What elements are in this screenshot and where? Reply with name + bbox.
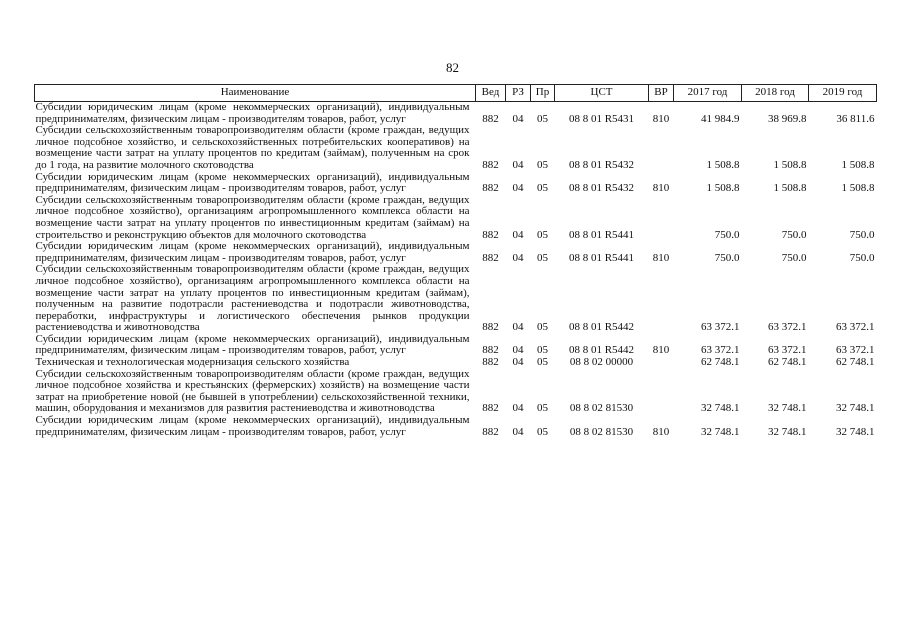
row-2019: 32 748.1 <box>836 425 875 438</box>
row-pr: 05 <box>537 228 548 241</box>
row-ved: 882 <box>482 158 499 171</box>
row-2019: 1 508.8 <box>841 158 875 171</box>
row-pr: 05 <box>537 344 548 357</box>
row-cst: 08 8 01 R5441 <box>568 251 635 264</box>
row-name: Субсидии юридическим лицам (кроме некоммерческих организаций), индивидуальным предпринимателям, физическим лицам - производителям товаров, работ, услуг <box>35 414 470 438</box>
row-2018: 750.0 <box>781 228 807 241</box>
row-rz: 04 <box>512 402 524 415</box>
row-ved: 882 <box>482 425 499 438</box>
row-cst: 08 8 01 R5442 <box>568 344 635 357</box>
row-2017: 41 984.9 <box>701 112 740 125</box>
row-2017: 750.0 <box>714 228 740 241</box>
row-name: Субсидии сельскохозяйственным товаропроизводителям области (кроме граждан, ведущих личное подсобное хозяйство), организациям агропромышленного комплекса области на возмещение части затрат на уплату процентов по инвестиционным кредитам (займам) на строительство и реконструкцию объектов для молочного скотоводства <box>35 193 470 241</box>
row-2017: 32 748.1 <box>701 425 740 438</box>
row-pr: 05 <box>537 425 548 438</box>
row-2019: 36 811.6 <box>836 112 875 125</box>
header-rz: РЗ <box>506 85 531 102</box>
row-vr <box>649 195 674 241</box>
budget-table <box>34 84 877 438</box>
row-2018: 62 748.1 <box>768 356 807 369</box>
row-pr: 05 <box>537 158 548 171</box>
row-name: Субсидии сельскохозяйственным товаропроизводителям области (кроме граждан, ведущих личное подсобное хозяйство), организациям агропромышленного комплекса области на возмещение части затрат на уплату процентов по инвестиционным кредитам (займам), полученным на развитие подотрасли растениеводства и подотрасли животноводства, переработки, инфраструктуры и логистического обеспечения рынков продукции растениеводства и животноводства <box>35 263 470 334</box>
row-name: Субсидии юридическим лицам (кроме некоммерческих организаций), индивидуальным предпринимателям, физическим лицам - производителям товаров, работ, услуг <box>35 170 470 195</box>
table-row <box>35 369 877 415</box>
row-2018: 38 969.8 <box>768 112 807 125</box>
row-rz: 04 <box>512 158 524 171</box>
row-pr: 05 <box>537 321 548 334</box>
row-ved: 882 <box>482 321 499 334</box>
row-2018: 750.0 <box>781 251 807 264</box>
row-vr <box>649 125 674 171</box>
row-rz: 04 <box>512 321 524 334</box>
row-name: Субсидии сельскохозяйственным товаропроизводителям области (кроме граждан, ведущих личное подсобное хозяйство, и сельскохозяйственных потребительских кооперативов) на возмещение части затрат на уплату процентов по кредитам (займам), полученным на срок до 1 года, на развитие молочного скотоводства <box>35 124 470 171</box>
row-2019: 32 748.1 <box>836 402 875 415</box>
row-vr <box>649 369 674 415</box>
table-body <box>35 102 877 439</box>
row-rz: 04 <box>512 356 524 369</box>
table-row <box>35 357 877 369</box>
row-pr: 05 <box>537 112 548 125</box>
row-cst: 08 8 01 R5441 <box>568 228 635 241</box>
header-name: Наименование <box>35 85 476 102</box>
row-2018: 1 508.8 <box>773 158 807 171</box>
row-2018: 1 508.8 <box>773 182 807 195</box>
header-cst: ЦСТ <box>555 85 649 102</box>
row-cst: 08 8 01 R5432 <box>568 182 635 195</box>
row-2019: 63 372.1 <box>836 344 875 357</box>
row-rz: 04 <box>512 344 524 357</box>
page-number: 82 <box>446 60 459 75</box>
row-2018: 32 748.1 <box>768 402 807 415</box>
row-2017: 63 372.1 <box>701 321 740 334</box>
row-rz: 04 <box>512 182 524 195</box>
row-pr: 05 <box>537 182 548 195</box>
header-2019: 2019 год <box>809 85 877 102</box>
row-name: Субсидии юридическим лицам (кроме некоммерческих организаций), индивидуальным предпринимателям, физическим лицам - производителям товаров, работ, услуг <box>35 240 470 264</box>
row-name: Субсидии юридическим лицам (кроме некоммерческих организаций), индивидуальным предпринимателям, физическим лицам - производителям товаров, работ, услуг <box>35 332 470 357</box>
row-vr <box>649 357 674 369</box>
row-2018: 63 372.1 <box>768 344 807 357</box>
row-2019: 750.0 <box>849 251 875 264</box>
table-row <box>35 241 877 264</box>
table-row <box>35 264 877 334</box>
table-row <box>35 195 877 241</box>
row-vr <box>649 264 674 334</box>
row-cst: 08 8 01 R5432 <box>568 158 635 171</box>
row-name: Субсидии сельскохозяйственным товаропроизводителям области (кроме граждан, ведущих личное подсобное хозяйства и крестьянских (фермерских) хозяйств) на возмещение части затрат на приобретение новой (не бывшей в употреблении) сельскохозяйственной техники, машин, оборудования и механизмов для развития растениеводства и животноводства <box>35 367 470 415</box>
row-2019: 1 508.8 <box>841 182 875 195</box>
row-cst: 08 8 01 R5431 <box>568 112 635 125</box>
row-vr: 810 <box>652 251 670 264</box>
row-ved: 882 <box>482 344 499 357</box>
header-vr: ВР <box>649 85 674 102</box>
row-2019: 750.0 <box>849 228 875 241</box>
row-pr: 05 <box>537 251 548 264</box>
row-cst: 08 8 02 00000 <box>569 356 634 369</box>
header-2018: 2018 год <box>742 85 809 102</box>
row-2017: 750.0 <box>714 251 740 264</box>
row-cst: 08 8 02 81530 <box>569 402 634 415</box>
row-rz: 04 <box>512 425 524 438</box>
row-2019: 63 372.1 <box>836 321 875 334</box>
row-ved: 882 <box>482 402 499 415</box>
row-ved: 882 <box>482 182 499 195</box>
row-vr: 810 <box>652 425 670 438</box>
row-rz: 04 <box>512 251 524 264</box>
row-vr: 810 <box>652 112 670 125</box>
table-row <box>35 415 877 438</box>
row-name: Техническая и технологическая модернизация сельского хозяйства <box>35 356 350 369</box>
row-2017: 62 748.1 <box>701 356 740 369</box>
row-2017: 1 508.8 <box>706 182 740 195</box>
table-row <box>35 334 877 357</box>
row-rz: 04 <box>512 228 524 241</box>
row-ved: 882 <box>482 251 499 264</box>
row-pr: 05 <box>537 402 548 415</box>
row-pr: 05 <box>537 356 548 369</box>
row-vr: 810 <box>652 344 670 357</box>
row-cst: 08 8 02 81530 <box>569 425 634 438</box>
row-2018: 63 372.1 <box>768 321 807 334</box>
row-ved: 882 <box>482 112 499 125</box>
row-ved: 882 <box>482 356 499 369</box>
row-rz: 04 <box>512 112 524 125</box>
table-row <box>35 102 877 126</box>
row-2017: 63 372.1 <box>701 344 740 357</box>
row-2017: 1 508.8 <box>706 158 740 171</box>
row-cst: 08 8 01 R5442 <box>568 321 635 334</box>
row-2017: 32 748.1 <box>701 402 740 415</box>
header-2017: 2017 год <box>674 85 742 102</box>
row-vr: 810 <box>652 182 670 195</box>
row-2019: 62 748.1 <box>836 356 875 369</box>
table-header <box>35 85 877 102</box>
header-pr: Пр <box>531 85 555 102</box>
table-row <box>35 172 877 195</box>
row-ved: 882 <box>482 228 499 241</box>
table-row <box>35 125 877 171</box>
header-ved: Вед <box>476 85 506 102</box>
row-name: Субсидии юридическим лицам (кроме некоммерческих организаций), индивидуальным предпринимателям, физическим лицам - производителям товаров, работ, услуг <box>35 101 470 125</box>
row-2018: 32 748.1 <box>768 425 807 438</box>
